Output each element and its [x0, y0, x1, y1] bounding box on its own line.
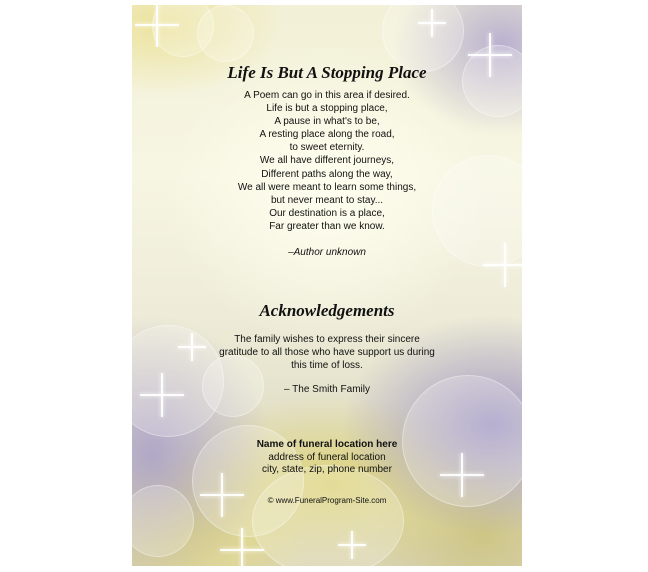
bokeh-circle — [197, 5, 254, 62]
poem-line: Different paths along the way, — [261, 168, 393, 180]
location-address: address of funeral location — [268, 451, 386, 463]
poem-line: but never meant to stay... — [270, 194, 384, 206]
acknowledgements-title: Acknowledgements — [259, 301, 395, 320]
bokeh-circle — [382, 5, 464, 72]
acknowledgements-line: this time of loss. — [291, 360, 363, 372]
poem-line: Far greater than we know. — [269, 220, 385, 232]
copyright-footer: © www.FuneralProgram-Site.com — [267, 496, 387, 505]
poem-line: A Poem can go in this area if desired. — [244, 90, 410, 101]
poem-line: We all have different journeys, — [259, 155, 395, 167]
bokeh-circle — [252, 465, 404, 566]
poem-line: Our destination is a place, — [269, 207, 385, 219]
acknowledgements-signoff: – The Smith Family — [284, 384, 370, 395]
poem-line: We all were meant to learn some things, — [237, 181, 417, 193]
poem-line: to sweet eternity. — [289, 142, 365, 154]
location-name: Name of funeral location here — [256, 439, 398, 450]
funeral-location — [132, 439, 522, 477]
program-page — [132, 5, 522, 566]
poem-line: Life is but a stopping place, — [266, 103, 388, 115]
poem-title: Life Is But A Stopping Place — [227, 63, 427, 82]
acknowledgements-line: The family wishes to express their sincere — [234, 334, 420, 345]
poem-line: A pause in what's to be, — [274, 116, 380, 128]
poem-author: –Author unknown — [288, 247, 366, 258]
poem-line: A resting place along the road, — [259, 129, 395, 141]
acknowledgements-line: gratitude to all those who have support us during — [219, 347, 435, 359]
location-city-line: city, state, zip, phone number — [262, 464, 392, 475]
acknowledgements-text — [132, 333, 522, 373]
poem-lines — [132, 89, 522, 233]
